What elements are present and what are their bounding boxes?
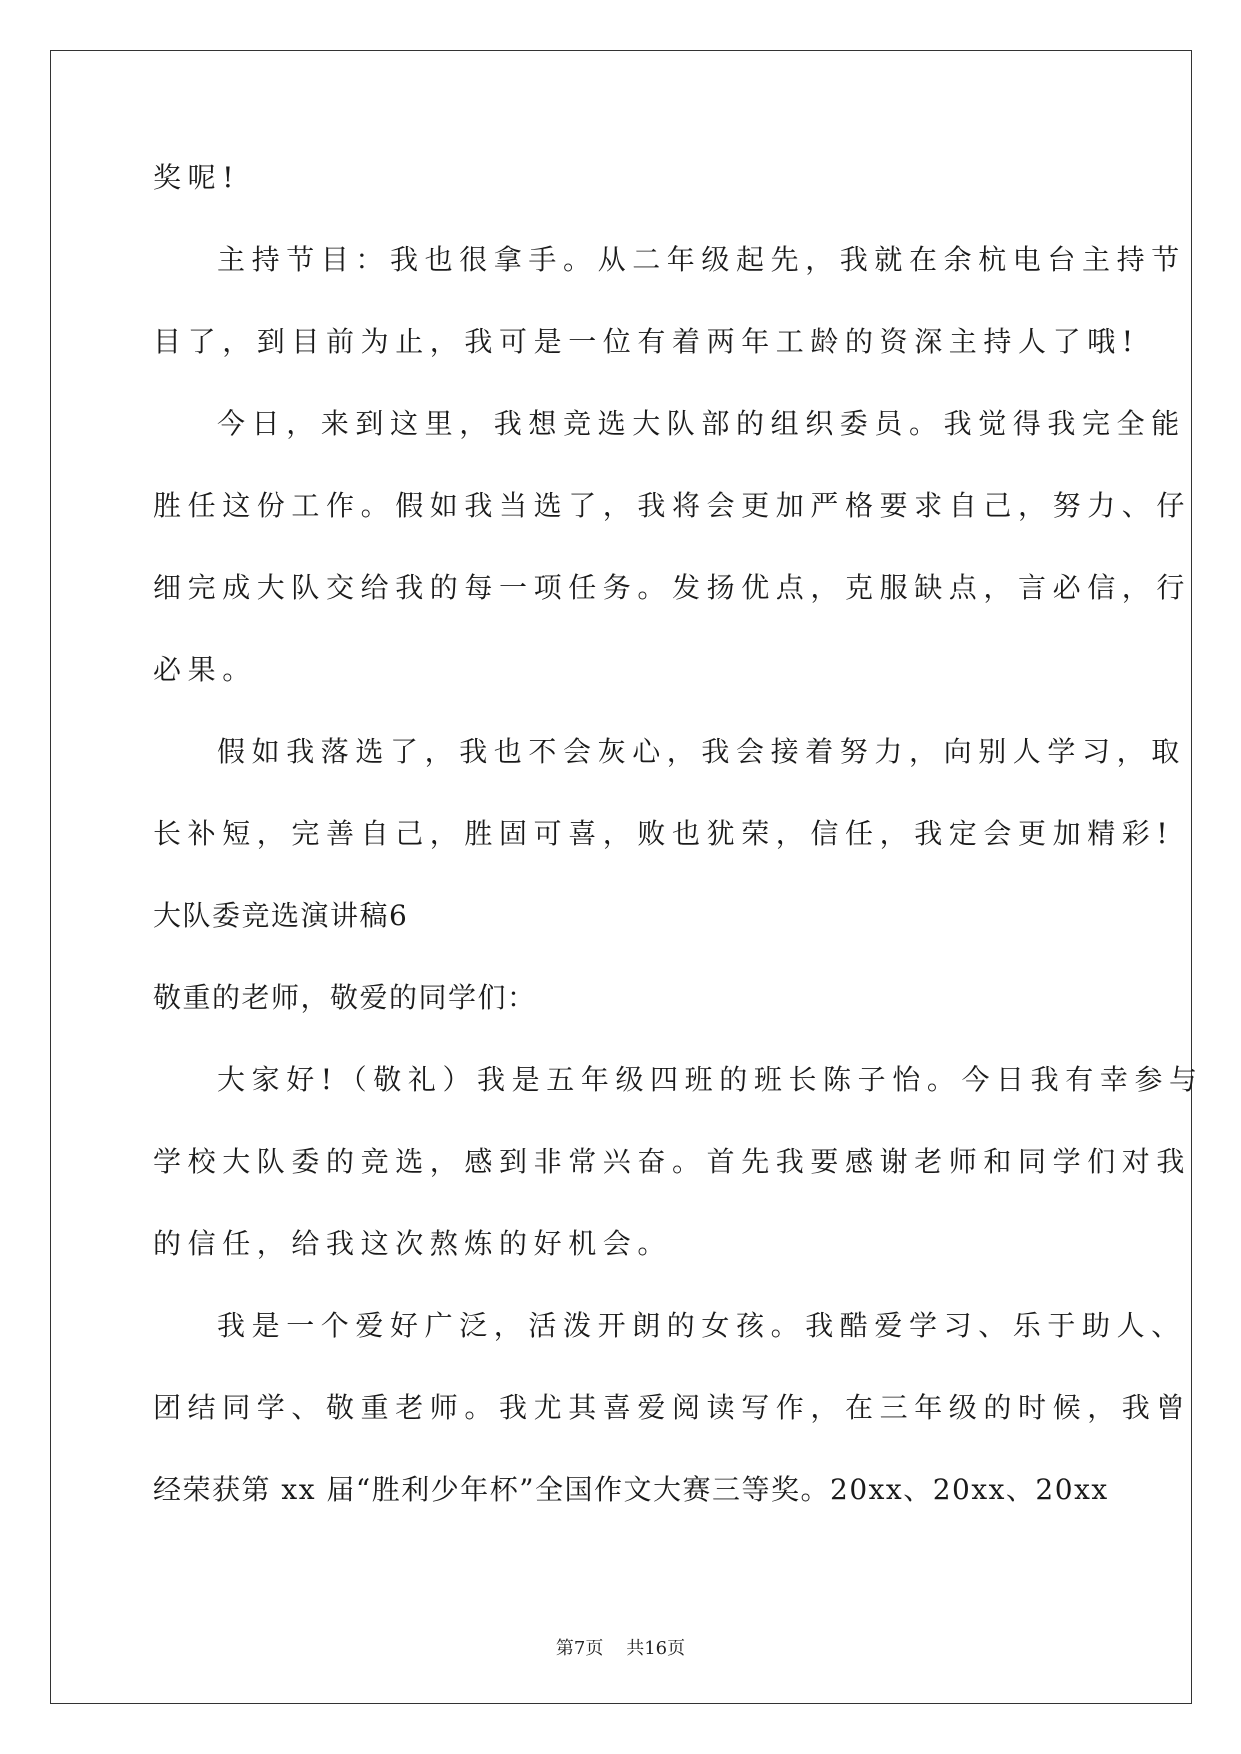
text-line: 团结同学、敬重老师。我尤其喜爱阅读写作，在三年级的时候，我曾 [153, 1391, 1192, 1424]
text-line: 胜任这份工作。假如我当选了，我将会更加严格要求自己，努力、仔 [153, 489, 1192, 522]
text-line: 学校大队委的竞选，感到非常兴奋。首先我要感谢老师和同学们对我 [153, 1145, 1192, 1178]
text-line: 细完成大队交给我的每一项任务。发扬优点，克服缺点，言必信，行 [153, 571, 1192, 604]
text-line: 经荣获第 xx 届“胜利少年杯”全国作文大赛三等奖。20xx、20xx、20xx [153, 1473, 1109, 1506]
text-line: 必果。 [153, 653, 257, 686]
page-number-footer: 第7页 共16页 [555, 1638, 686, 1659]
section-heading: 大队委竞选演讲稿6 [153, 899, 409, 932]
document-body [153, 160, 1204, 1554]
text-line: 今日，来到这里，我想竞选大队部的组织委员。我觉得我完全能 [217, 407, 1186, 440]
text-line: 我是一个爱好广泛，活泼开朗的女孩。我酷爱学习、乐于助人、 [217, 1309, 1186, 1342]
text-line: 长补短，完善自己，胜固可喜，败也犹荣，信任，我定会更加精彩! [153, 817, 1175, 850]
text-line: 奖呢! [153, 161, 241, 194]
salutation: 敬重的老师，敬爱的同学们： [153, 981, 537, 1014]
text-line: 假如我落选了，我也不会灰心，我会接着努力，向别人学习，取 [217, 735, 1186, 768]
text-line: 主持节目：我也很拿手。从二年级起先，我就在余杭电台主持节 [217, 243, 1186, 276]
text-line: 的信任，给我这次熬炼的好机会。 [153, 1227, 673, 1260]
text-line: 目了，到目前为止，我可是一位有着两年工龄的资深主持人了哦! [153, 325, 1140, 358]
text-line: 大家好!（敬礼）我是五年级四班的班长陈子怡。今日我有幸参与 [217, 1063, 1204, 1096]
